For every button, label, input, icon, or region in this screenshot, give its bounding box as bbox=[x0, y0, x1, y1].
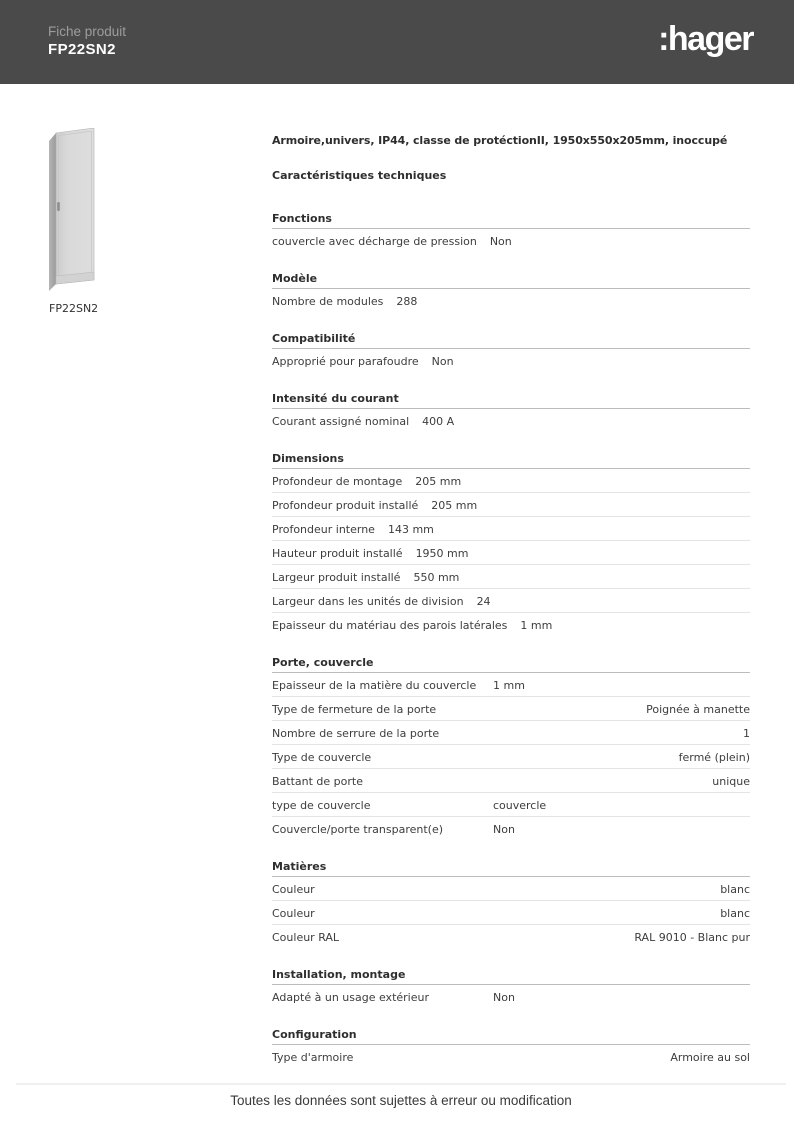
product-image-caption: FP22SN2 bbox=[49, 302, 99, 315]
spec-label: Profondeur de montage bbox=[272, 475, 403, 488]
spec-row bbox=[272, 540, 750, 564]
spec-row bbox=[272, 877, 750, 900]
spec-row bbox=[272, 612, 750, 636]
cabinet-handle bbox=[57, 202, 60, 211]
spec-row bbox=[272, 720, 750, 744]
spec-row bbox=[272, 768, 750, 792]
footer-disclaimer: Toutes les données sont sujettes à erreur ou modification bbox=[230, 1093, 572, 1108]
spec-value: 400 A bbox=[422, 415, 455, 428]
section-heading: Configuration bbox=[272, 1028, 750, 1045]
footer-divider bbox=[16, 1083, 786, 1085]
spec-section-intensite-du-courant bbox=[272, 392, 750, 432]
spec-label: Type de fermeture de la porte bbox=[272, 703, 437, 716]
spec-value: Non bbox=[493, 991, 515, 1004]
spec-value: 550 mm bbox=[413, 571, 460, 584]
spec-section-compatibilite bbox=[272, 332, 750, 372]
spec-row bbox=[272, 564, 750, 588]
spec-value: fermé (plein) bbox=[678, 751, 750, 764]
spec-label: Hauteur produit installé bbox=[272, 547, 403, 560]
spec-section-porte-couvercle bbox=[272, 656, 750, 840]
header-text-block bbox=[48, 23, 126, 59]
spec-row bbox=[272, 229, 750, 252]
spec-label: Profondeur produit installé bbox=[272, 499, 419, 512]
spec-row bbox=[272, 516, 750, 540]
spec-section-fonctions bbox=[272, 212, 750, 252]
spec-row bbox=[272, 409, 750, 432]
spec-label: Largeur dans les unités de division bbox=[272, 595, 464, 608]
spec-row bbox=[272, 900, 750, 924]
section-heading: Modèle bbox=[272, 272, 750, 289]
spec-row bbox=[272, 588, 750, 612]
spec-label: Nombre de serrure de la porte bbox=[272, 727, 440, 740]
spec-label: Couleur bbox=[272, 883, 315, 896]
spec-row bbox=[272, 985, 750, 1008]
spec-value: Non bbox=[489, 235, 512, 248]
hager-logo: :hager bbox=[658, 20, 753, 59]
spec-value: blanc bbox=[720, 907, 750, 920]
section-heading: Dimensions bbox=[272, 452, 750, 469]
spec-row bbox=[272, 1045, 750, 1068]
spec-value: 143 mm bbox=[387, 523, 434, 536]
spec-section-installation-montage bbox=[272, 968, 750, 1008]
spec-label: Type de couvercle bbox=[272, 751, 372, 764]
spec-value: 1 bbox=[743, 727, 750, 740]
spec-row bbox=[272, 816, 750, 840]
section-heading: Porte, couvercle bbox=[272, 656, 750, 673]
section-heading: Fonctions bbox=[272, 212, 750, 229]
spec-row bbox=[272, 792, 750, 816]
spec-row bbox=[272, 289, 750, 312]
spec-label: Largeur produit installé bbox=[272, 571, 401, 584]
spec-value: Non bbox=[493, 823, 515, 836]
section-heading: Compatibilité bbox=[272, 332, 750, 349]
specs-subtitle: Caractéristiques techniques bbox=[272, 169, 447, 182]
spec-row bbox=[272, 349, 750, 372]
product-figure bbox=[49, 128, 229, 315]
spec-label: Epaisseur de la matière du couvercle bbox=[272, 679, 477, 692]
spec-label: Couvercle/porte transparent(e) bbox=[272, 823, 444, 836]
spec-value: 288 bbox=[396, 295, 418, 308]
section-heading: Matières bbox=[272, 860, 750, 877]
section-heading: Installation, montage bbox=[272, 968, 750, 985]
spec-label: Profondeur interne bbox=[272, 523, 375, 536]
product-code: FP22SN2 bbox=[48, 41, 116, 58]
spec-row bbox=[272, 744, 750, 768]
spec-label: Approprié pour parafoudre bbox=[272, 355, 419, 368]
spec-sections bbox=[272, 212, 750, 1068]
spec-label: type de couvercle bbox=[272, 799, 371, 812]
product-title: Armoire,univers, IP44, classe de protéctionII, 1950x550x205mm, inoccupé bbox=[272, 134, 728, 147]
specs-column bbox=[272, 130, 750, 1068]
spec-section-matieres bbox=[272, 860, 750, 948]
spec-label: Courant assigné nominal bbox=[272, 415, 410, 428]
spec-value: RAL 9010 - Blanc pur bbox=[634, 931, 750, 944]
spec-value: Poignée à manette bbox=[646, 703, 750, 716]
product-image bbox=[49, 128, 229, 298]
spec-row bbox=[272, 469, 750, 492]
cabinet-front-panel bbox=[56, 128, 94, 284]
spec-row bbox=[272, 924, 750, 948]
spec-section-configuration bbox=[272, 1028, 750, 1068]
spec-value: Non bbox=[431, 355, 454, 368]
section-heading: Intensité du courant bbox=[272, 392, 750, 409]
spec-value: 1 mm bbox=[520, 619, 553, 632]
spec-label: Nombre de modules bbox=[272, 295, 384, 308]
spec-label: couvercle avec décharge de pression bbox=[272, 235, 477, 248]
spec-section-modele bbox=[272, 272, 750, 312]
spec-value: 1950 mm bbox=[415, 547, 469, 560]
spec-row bbox=[272, 673, 750, 696]
spec-section-dimensions bbox=[272, 452, 750, 636]
spec-label: Type d'armoire bbox=[272, 1051, 354, 1064]
cabinet-side-panel bbox=[49, 133, 56, 291]
spec-row bbox=[272, 696, 750, 720]
spec-value: Armoire au sol bbox=[670, 1051, 750, 1064]
spec-value: unique bbox=[712, 775, 750, 788]
spec-value: 24 bbox=[476, 595, 491, 608]
spec-label: Battant de porte bbox=[272, 775, 363, 788]
spec-label: Epaisseur du matériau des parois latérales bbox=[272, 619, 508, 632]
header-bar bbox=[0, 0, 794, 84]
spec-value: blanc bbox=[720, 883, 750, 896]
spec-label: Couleur RAL bbox=[272, 931, 340, 944]
spec-value: 205 mm bbox=[431, 499, 478, 512]
spec-value: 205 mm bbox=[415, 475, 462, 488]
spec-value: couvercle bbox=[493, 799, 547, 812]
spec-row bbox=[272, 492, 750, 516]
cabinet-illustration bbox=[49, 128, 95, 294]
doc-type-label: Fiche produit bbox=[48, 24, 127, 39]
spec-value: 1 mm bbox=[493, 679, 525, 692]
spec-label: Couleur bbox=[272, 907, 315, 920]
spec-label: Adapté à un usage extérieur bbox=[272, 991, 429, 1004]
